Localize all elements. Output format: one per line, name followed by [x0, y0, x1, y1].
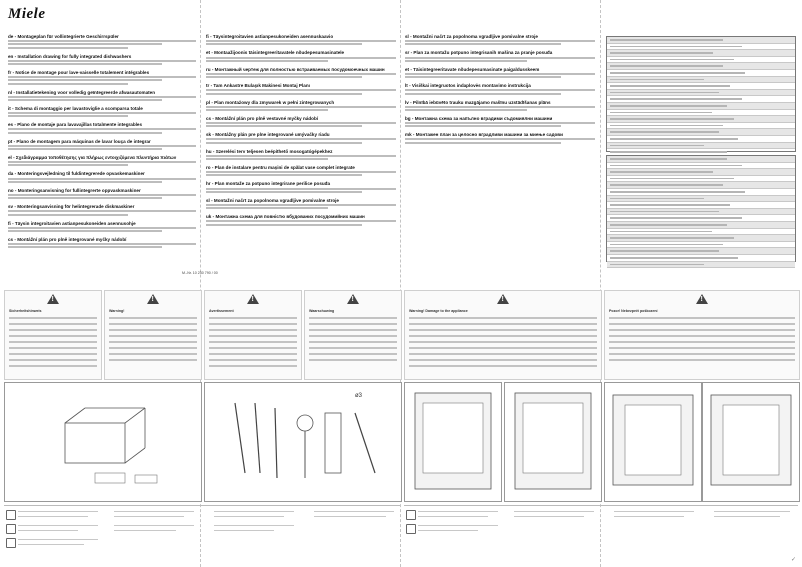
- language-section: hr - Plan montaže za potpuno integrirane perilice posuđa: [206, 181, 396, 192]
- language-section: sk - Montážny plán pre plne integrované umývačky riadu: [206, 132, 396, 143]
- language-section: uk - Монтажна схема для повністю вбудованих посудомийних машин: [206, 214, 396, 225]
- language-section: pt - Plano de montagem para máquinas de lavar louça de integrar: [8, 139, 196, 150]
- language-section: ro - Plan de instalare pentru mașini de spălat vase complet integrate: [206, 165, 396, 176]
- info-icon: [406, 524, 416, 534]
- language-section: fi - Täysintegroitavien astianpesukoneiden asennuskaavio: [206, 34, 396, 45]
- language-section: lv - Pilnībā iebūvēto trauku mazgājamo mašīnu uzstādīšanas plāns: [405, 100, 595, 111]
- language-section: it - Schema di montaggio per lavastoviglie a scomparsa totale: [8, 106, 196, 117]
- language-section: pl - Plan montażowy dla zmywarek w pełni zintegrowanych: [206, 100, 396, 111]
- language-section: et - Täisintegreeritavate nõudepesumasinate paigaldusskeem: [405, 67, 595, 78]
- language-section: nl - Installatietekening voor volledig geïntegreerde afwasautomaten: [8, 90, 196, 101]
- language-section: da - Monteringsvejledning til fuldintegrerede opvaskemaskiner: [8, 171, 196, 182]
- language-table-1: [606, 36, 796, 152]
- illustration-unpack: [4, 382, 202, 502]
- language-section: fr - Notice de montage pour lave-vaisselle totalement intégrables: [8, 70, 196, 85]
- language-section: cs - Montážní plán pro plně vestavné myčky nádobí: [206, 116, 396, 127]
- warning-panel: ! Warning!: [104, 290, 202, 380]
- corner-mark: ✓: [790, 557, 796, 563]
- warning-icon: [47, 294, 59, 304]
- language-section: bg - Монтажна схема за напълно вградими съдомиялни машини: [405, 116, 595, 127]
- illustration-tools: [204, 382, 402, 502]
- language-column-1: [8, 34, 196, 253]
- language-section: de - Montageplan für vollintegrierte Geschirrspüler: [8, 34, 196, 49]
- language-section: cs - Montážní plán pro plně integrované myčky nádobí: [8, 237, 196, 248]
- info-icon: [6, 538, 16, 548]
- language-section: fi - Täysin integroitavien astianpesukoneiden asennusohje: [8, 221, 196, 232]
- warning-panel: ! Pozor! Nebezpečí poškození: [604, 290, 800, 380]
- info-icon: [6, 524, 16, 534]
- language-section: et - Montaažijoonis täisintegreeritavatele nõudepesumasinatele: [206, 50, 396, 61]
- language-column-2: [206, 34, 396, 231]
- language-section: mk - Монтажен план за целосно вградливи машини за миење садови: [405, 132, 595, 143]
- info-icon: [406, 510, 416, 520]
- safety-notes-strip: [404, 505, 798, 562]
- warning-panel: ! Avertissement: [204, 290, 302, 380]
- language-section: no - Monteringsanvisning for fullintegrerte oppvaskmaskiner: [8, 188, 196, 199]
- language-section: en - Installation drawing for fully integrated dishwashers: [8, 54, 196, 65]
- warning-panel: ! Sicherheitshinweis: [4, 290, 102, 380]
- language-section: es - Plano de montaje para lavavajillas totalmente integrables: [8, 122, 196, 133]
- illustration-cabinet-left: [404, 382, 502, 502]
- language-section: hu - Szerelési terv teljesen beépíthető mosogatógépekhez: [206, 149, 396, 160]
- safety-notes-strip: [4, 505, 400, 562]
- language-section: sr - Plan za montažu potpuno integrisanih mašina za pranje posuđa: [405, 50, 595, 61]
- info-icon: [6, 510, 16, 520]
- miele-logo: Miele: [8, 6, 46, 22]
- illustration-cabinet-right: [504, 382, 602, 502]
- document-reference: M.-Nr. 10 230 790 / 00: [182, 271, 218, 275]
- warning-icon: [147, 294, 159, 304]
- warning-panel: ! Warning! Damage to the appliance: [404, 290, 602, 380]
- warning-panel: ! Waarschuwing: [304, 290, 402, 380]
- illustration-niche-right: [702, 382, 800, 502]
- language-column-3: [405, 34, 595, 149]
- svg-text:ø3: ø3: [355, 393, 363, 399]
- language-section: el - Σχεδιάγραμμα τοποθέτησης για πλήρως εντοιχιζόμενα πλυντήρια πιάτων: [8, 155, 196, 166]
- language-section: tr - Tam Ankastre Bulaşık Makinesi Montaj Planı: [206, 83, 396, 94]
- language-section: lt - Visiškai integruotos indaplovės montavimo instrukcija: [405, 83, 595, 94]
- language-section: sl - Montažni načrt za popolnoma vgradljive pomivalne stroje: [405, 34, 595, 45]
- warning-icon: [696, 294, 708, 304]
- language-section: ru - Монтажный чертеж для полностью встраиваемых посудомоечных машин: [206, 67, 396, 78]
- language-section: sl - Montažni načrt za popolnoma vgradljive pomivalne stroje: [206, 198, 396, 209]
- warning-icon: [347, 294, 359, 304]
- language-section: sv - Monteringsanvisning för helintegrerade diskmaskiner: [8, 204, 196, 215]
- language-table-2: [606, 155, 796, 262]
- warning-icon: [497, 294, 509, 304]
- illustration-niche-left: [604, 382, 702, 502]
- warning-icon: [247, 294, 259, 304]
